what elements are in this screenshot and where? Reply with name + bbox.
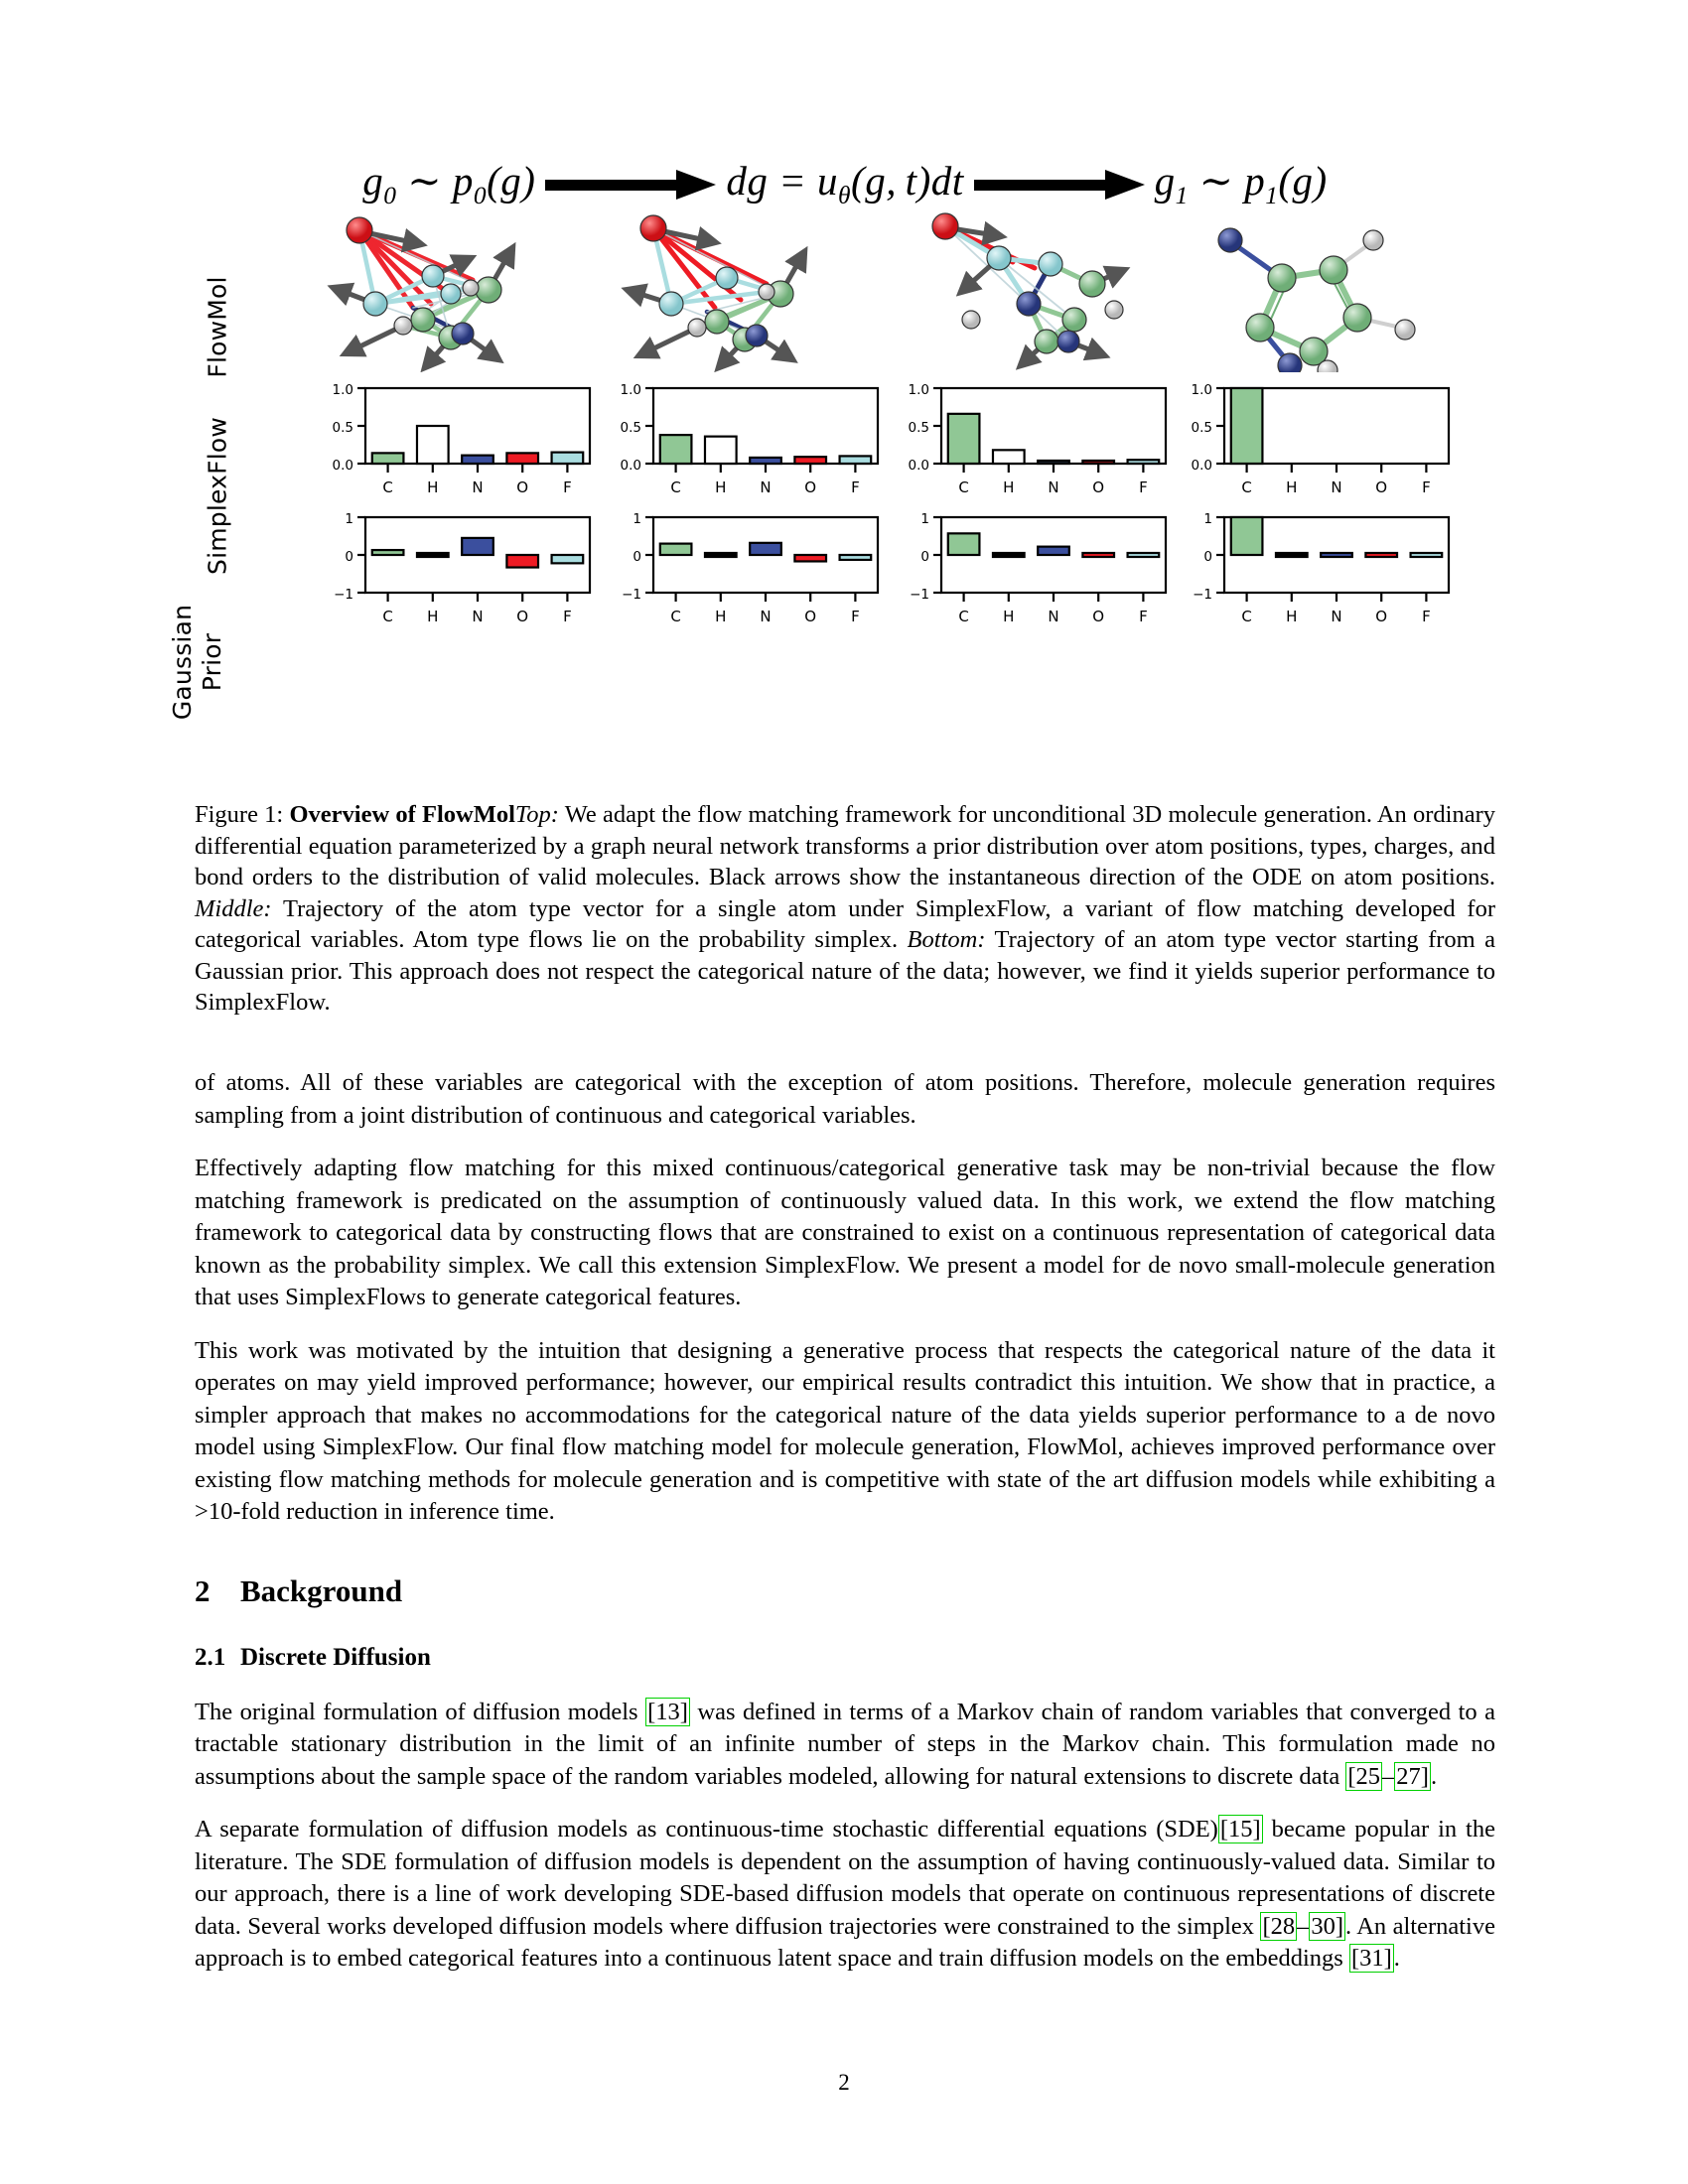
svg-text:F: F xyxy=(563,608,572,625)
paragraph-5 xyxy=(195,1814,1495,1976)
figure-column-3 xyxy=(880,208,1178,630)
citation-link-25[interactable]: [25 xyxy=(1347,1762,1381,1790)
caption-text-2: Trajectory of the atom type vector for a single atom under SimplexFlow, a variant of flow matching developed for categorical variables. Atom type flows lie on the probability simplex. xyxy=(195,894,1495,953)
citation-link-15[interactable]: [15] xyxy=(1219,1816,1261,1843)
svg-text:H: H xyxy=(1286,608,1298,625)
section-title: Background xyxy=(240,1572,403,1608)
svg-text:−1: −1 xyxy=(1193,587,1212,603)
svg-text:F: F xyxy=(1422,608,1431,625)
svg-text:H: H xyxy=(1003,478,1015,496)
svg-text:1: 1 xyxy=(633,511,641,527)
svg-text:N: N xyxy=(472,478,484,496)
p5-part-d: . xyxy=(1393,1945,1400,1973)
svg-text:H: H xyxy=(427,608,439,625)
paragraph-2: Effectively adapting flow matching for this mixed continuous/categorical generative task may be non-trivial because the flow matching framework is predicated on the assumption of continuously valued data. In this work, we extend the flow matching framework to categorical data by constructing flows that are constrained to exist on a continuous representation of categorical data known as the probability simplex. We call this extension SimplexFlow. We present a model for de novo small-molecule generation that uses SimplexFlows to generate categorical features. xyxy=(195,1155,1495,1310)
gaussian-line2: Prior xyxy=(198,632,226,692)
svg-text:1.0: 1.0 xyxy=(908,382,929,398)
svg-text:N: N xyxy=(1331,608,1342,625)
paragraph-3: This work was motivated by the intuition that designing a generative process that respects the categorical nature of the data it operates on may yield improved performance; however, our empirical results contradict this intuition. We show that in practice, a simpler approach that makes no accommodations for the categorical nature of the data yields superior performance to a de novo model using SimplexFlow. Our final flow matching model for molecule generation, FlowMol, achieves improved performance over existing flow matching methods for molecule generation and is competitive with state of the art diffusion models while exhibiting a >10-fold reduction in inference time. xyxy=(195,1336,1495,1525)
paragraph-4 xyxy=(195,1697,1495,1794)
svg-text:0.0: 0.0 xyxy=(908,458,929,474)
page-number: 2 xyxy=(838,2070,850,2095)
subsection-title: Discrete Diffusion xyxy=(240,1643,431,1671)
svg-text:F: F xyxy=(1139,608,1148,625)
svg-text:F: F xyxy=(1139,478,1148,496)
row-label-flowmol: FlowMol xyxy=(203,276,232,378)
svg-text:1: 1 xyxy=(920,511,929,527)
svg-text:1.0: 1.0 xyxy=(1191,382,1212,398)
p5-cite-dash: – xyxy=(1297,1912,1310,1940)
citation-link-30[interactable]: 30] xyxy=(1311,1912,1344,1940)
figure-caption xyxy=(195,799,1495,1019)
body-text xyxy=(195,1067,1495,1996)
svg-text:C: C xyxy=(670,608,681,625)
gaussian-line1: Gaussian xyxy=(168,604,197,721)
section-number: 2 xyxy=(195,1572,211,1608)
svg-text:−1: −1 xyxy=(910,587,929,603)
svg-text:0: 0 xyxy=(633,549,641,565)
svg-text:H: H xyxy=(1286,478,1298,496)
svg-text:O: O xyxy=(804,608,817,625)
caption-title: Overview of FlowMol xyxy=(289,801,515,828)
svg-text:1: 1 xyxy=(1203,511,1212,527)
chart-gaussian-3 xyxy=(880,501,1178,630)
caption-text-1: We adapt the flow matching framework for unconditional 3D molecule generation. An ordinary differential equation parameterized by a graph neural network transforms a prior distribution over atom positions, types, charges, and bond orders to the distribution of valid molecules. Black arrows show the instantaneous direction of the ODE on atom positions. xyxy=(195,801,1495,890)
svg-text:H: H xyxy=(427,478,439,496)
molecule-render-2 xyxy=(592,208,890,372)
svg-text:H: H xyxy=(1003,608,1015,625)
svg-text:N: N xyxy=(472,608,484,625)
caption-em-top: Top: xyxy=(514,801,559,828)
svg-text:0.0: 0.0 xyxy=(332,458,353,474)
figure-column-1 xyxy=(304,208,602,630)
chart-gaussian-1 xyxy=(304,501,602,630)
svg-text:N: N xyxy=(1048,478,1059,496)
citation-link-31[interactable]: [31] xyxy=(1350,1945,1392,1973)
citation-link-28[interactable]: [28 xyxy=(1262,1912,1296,1940)
arrow-right-icon-2 xyxy=(974,171,1145,197)
section-heading-2 xyxy=(195,1572,1495,1609)
svg-text:0.5: 0.5 xyxy=(908,420,929,436)
p4-cite-dash: – xyxy=(1382,1762,1395,1790)
svg-text:0.0: 0.0 xyxy=(620,458,641,474)
svg-text:1: 1 xyxy=(345,511,353,527)
svg-text:O: O xyxy=(516,608,529,625)
p4-part-b: was defined in terms of a Markov chain of random variables that converged to a tractable stationary distribution in the limit of an infinite number of steps in the Markov chain. This formulation made no assumptions about the sample space of the random variables modeled, allowing for natural extensions to discrete data xyxy=(195,1698,1495,1790)
molecule-render-4 xyxy=(1163,208,1461,372)
p5-part-a: A separate formulation of diffusion models as continuous-time stochastic differential equations (SDE) xyxy=(195,1816,1218,1843)
svg-text:C: C xyxy=(382,478,393,496)
svg-text:H: H xyxy=(715,478,727,496)
citation-link-27[interactable]: 27] xyxy=(1396,1762,1429,1790)
citation-link-13[interactable]: [13] xyxy=(647,1698,688,1725)
arrow-right-icon-1 xyxy=(545,171,716,197)
svg-text:0: 0 xyxy=(920,549,929,565)
caption-label: Figure 1: xyxy=(195,801,284,828)
svg-text:O: O xyxy=(1375,608,1388,625)
chart-gaussian-2 xyxy=(592,501,890,630)
equation-left: $g_0$ ∼ $p_0(g)$ xyxy=(362,157,536,210)
svg-text:0: 0 xyxy=(1203,549,1212,565)
svg-text:F: F xyxy=(1422,478,1431,496)
figure-column-4 xyxy=(1163,208,1461,630)
row-label-gaussian-prior xyxy=(168,578,227,747)
svg-text:0.5: 0.5 xyxy=(620,420,641,436)
svg-text:−1: −1 xyxy=(334,587,353,603)
svg-text:O: O xyxy=(1375,478,1388,496)
figure-column-2 xyxy=(592,208,890,630)
svg-text:C: C xyxy=(958,608,969,625)
p4-part-c: . xyxy=(1430,1762,1438,1790)
svg-text:O: O xyxy=(804,478,817,496)
svg-text:0.5: 0.5 xyxy=(332,420,353,436)
p4-part-a: The original formulation of diffusion models xyxy=(195,1698,646,1725)
svg-text:F: F xyxy=(851,608,860,625)
svg-text:N: N xyxy=(1048,608,1059,625)
svg-text:O: O xyxy=(1092,478,1105,496)
svg-text:0.5: 0.5 xyxy=(1191,420,1212,436)
svg-text:C: C xyxy=(1241,608,1252,625)
chart-simplexflow-2 xyxy=(592,372,890,501)
svg-text:C: C xyxy=(670,478,681,496)
chart-simplexflow-1 xyxy=(304,372,602,501)
chart-simplexflow-3 xyxy=(880,372,1178,501)
p5-part-b: became popular in the literature. The SDE formulation of diffusion models is dependent on the assumption of having continuously-valued data. Similar to our approach, there is a line of work developing SDE-based diffusion models that operate on continuous representations of discrete data. Several works developed diffusion models where diffusion trajectories were constrained to the simplex xyxy=(195,1816,1495,1940)
svg-text:C: C xyxy=(382,608,393,625)
svg-text:O: O xyxy=(1092,608,1105,625)
subsection-number: 2.1 xyxy=(195,1643,226,1671)
molecule-render-3 xyxy=(880,208,1178,372)
svg-text:1.0: 1.0 xyxy=(332,382,353,398)
svg-text:1.0: 1.0 xyxy=(620,382,641,398)
svg-text:O: O xyxy=(516,478,529,496)
row-label-simplexflow: SimplexFlow xyxy=(203,417,232,575)
svg-text:C: C xyxy=(1241,478,1252,496)
p5-part-c: . An alternative approach is to embed categorical features into a continuous latent space and train diffusion models on the embeddings xyxy=(195,1912,1495,1973)
svg-text:N: N xyxy=(760,608,772,625)
svg-text:F: F xyxy=(563,478,572,496)
equation-middle: dg = $u_\theta(g$, t)dt xyxy=(726,157,964,210)
svg-text:F: F xyxy=(851,478,860,496)
equation-right: $g_1$ ∼ $p_1(g)$ xyxy=(1154,157,1328,210)
svg-text:0.0: 0.0 xyxy=(1191,458,1212,474)
svg-text:C: C xyxy=(958,478,969,496)
chart-simplexflow-4 xyxy=(1163,372,1461,501)
caption-em-middle: Middle: xyxy=(195,894,272,922)
svg-text:0: 0 xyxy=(345,549,353,565)
svg-text:N: N xyxy=(760,478,772,496)
figure-1 xyxy=(168,149,1495,784)
paragraph-1: of atoms. All of these variables are categorical with the exception of atom positions. Therefore, molecule generation requires sampling from a joint distribution of continuous and categorical variables. xyxy=(195,1069,1495,1129)
chart-gaussian-4 xyxy=(1163,501,1461,630)
subsection-heading-2-1 xyxy=(195,1643,1495,1673)
svg-text:−1: −1 xyxy=(622,587,641,603)
svg-text:N: N xyxy=(1331,478,1342,496)
caption-em-bottom: Bottom: xyxy=(907,926,986,953)
caption-text-3: Trajectory of an atom type vector starting from a Gaussian prior. This approach does not respect the categorical nature of the data; however, we find it yields superior performance to SimplexFlow. xyxy=(195,926,1495,1016)
molecule-render-1 xyxy=(304,208,602,372)
svg-text:H: H xyxy=(715,608,727,625)
